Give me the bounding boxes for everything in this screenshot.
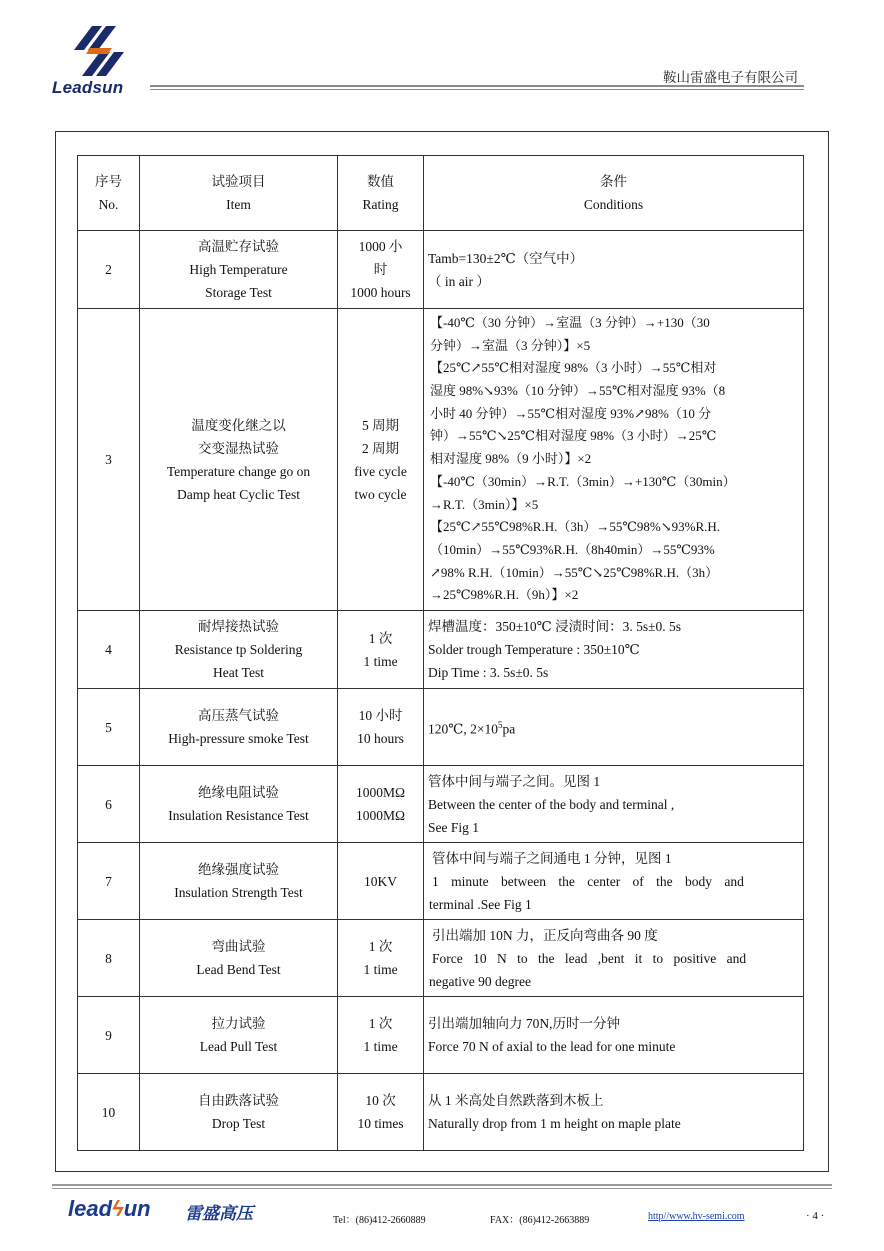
company-name: 鞍山雷盛电子有限公司 [663,70,798,85]
footer-website-link[interactable]: http//www.hv-semi.com [648,1211,745,1222]
header-divider-thin [150,89,804,90]
test-spec-table [77,155,804,1151]
footer-divider-thin [52,1188,832,1189]
logo-slashes-icon [70,26,130,78]
logo-text: Leadsun [52,78,124,97]
row-item: 弯曲试验 Lead Bend Test [140,920,338,997]
row-item: 绝缘强度试验 Insulation Strength Test [140,843,338,920]
row-no: 7 [78,843,140,920]
row-conditions: 从 1 米高处自然跌落到木板上 Naturally drop from 1 m height on maple plate [424,1074,804,1151]
row-conditions: 引出端加 10N 力，正反向弯曲各 90 度 Force 10 N to the lead ,bent it to positive and negative 90 degree [424,920,804,997]
header-divider [150,85,804,87]
footer-divider [52,1184,832,1186]
row-item: 自由跌落试验 Drop Test [140,1074,338,1151]
row-no: 10 [78,1074,140,1151]
row-no: 6 [78,766,140,843]
row-item: 拉力试验 Lead Pull Test [140,997,338,1074]
table-row [78,766,804,843]
row-rating: 1000 小 时 1000 hours [338,231,424,309]
row-conditions: 引出端加轴向力 70N,历时一分钟 Force 70 N of axial to the lead for one minute [424,997,804,1074]
table-row [78,997,804,1074]
header-item: 试验项目 Item [140,156,338,231]
footer-tel: Tel：(86)412-2660889 [333,1215,426,1226]
row-rating: 5 周期 2 周期 five cycle two cycle [338,309,424,611]
table-row [78,611,804,689]
row-rating: 1000MΩ 1000MΩ [338,766,424,843]
row-item: 温度变化继之以 交变湿热试验 Temperature change go on Damp heat Cyclic Test [140,309,338,611]
table-row [78,689,804,766]
header-rating: 数值 Rating [338,156,424,231]
row-conditions: 焊槽温度：350±10℃ 浸渍时间：3. 5s±0. 5s Solder trough Temperature : 350±10℃ Dip Time : 3. 5s±0. 5s [424,611,804,689]
row-rating: 1 次 1 time [338,920,424,997]
row-item: 高温贮存试验 High Temperature Storage Test [140,231,338,309]
footer-logo: leadϟun [68,1196,151,1221]
page-number: · 4 · [806,1210,825,1222]
row-no: 4 [78,611,140,689]
row-conditions: Tamb=130±2℃（空气中） （ in air ） [424,231,804,309]
table-row [78,309,804,611]
table-row [78,231,804,309]
table-row [78,1074,804,1151]
row-item: 耐焊接热试验 Resistance tp Soldering Heat Test [140,611,338,689]
table-row [78,920,804,997]
header-conditions: 条件 Conditions [424,156,804,231]
row-item: 高压蒸气试验 High-pressure smoke Test [140,689,338,766]
row-rating: 1 次 1 time [338,611,424,689]
header-no: 序号 No. [78,156,140,231]
row-no: 3 [78,309,140,611]
row-rating: 10KV [338,843,424,920]
row-conditions: 120℃, $2\times 10^5pa$ [424,689,804,766]
company-logo [52,26,152,102]
row-no: 9 [78,997,140,1074]
footer-logo-cn: 雷盛高压 [185,1204,253,1223]
row-no: 5 [78,689,140,766]
row-no: 8 [78,920,140,997]
row-conditions: 【-40℃（30 分钟）→室温（3 分钟）→+130（30 分钟）→室温（3 分钟）】×5 【25℃↗55℃相对湿度 98%（3 小时）→55℃相对 湿度 98%↘93%（10 分钟）→55℃相对湿度 93%（8 小时 40 分钟）→55℃相对湿度 93%↗98%（10 分 钟）→55℃↘25℃相对湿度 98%（3 小时）→25℃ 相对湿度 98%（9 小时）】×2 【-40℃（30min）→R.T.（3min）→+130℃（30min） →R.T.（3min）】×5 【25℃↗55℃98%R.H.（3h）→55℃98%↘93%R.H. （10min）→55℃93%R.H.（8h40min）→55℃93% ↗98% R.H.（10min）→55℃↘25℃98%R.H.（3h） →25℃98%R.H.（9h）】×2 [424,309,804,611]
bolt-icon: ϟ [112,1196,124,1221]
row-item: 绝缘电阻试验 Insulation Resistance Test [140,766,338,843]
table-row [78,843,804,920]
footer-fax: FAX：(86)412-2663889 [490,1215,590,1226]
row-no: 2 [78,231,140,309]
row-rating: 10 小时 10 hours [338,689,424,766]
row-conditions: 管体中间与端子之间。见图 1 Between the center of the body and terminal , See Fig 1 [424,766,804,843]
table-header-row [78,156,804,231]
row-rating: 10 次 10 times [338,1074,424,1151]
row-conditions: 管体中间与端子之间通电 1 分钟，见图 1 1 minute between the center of the body and terminal .See Fig 1 [424,843,804,920]
row-rating: 1 次 1 time [338,997,424,1074]
